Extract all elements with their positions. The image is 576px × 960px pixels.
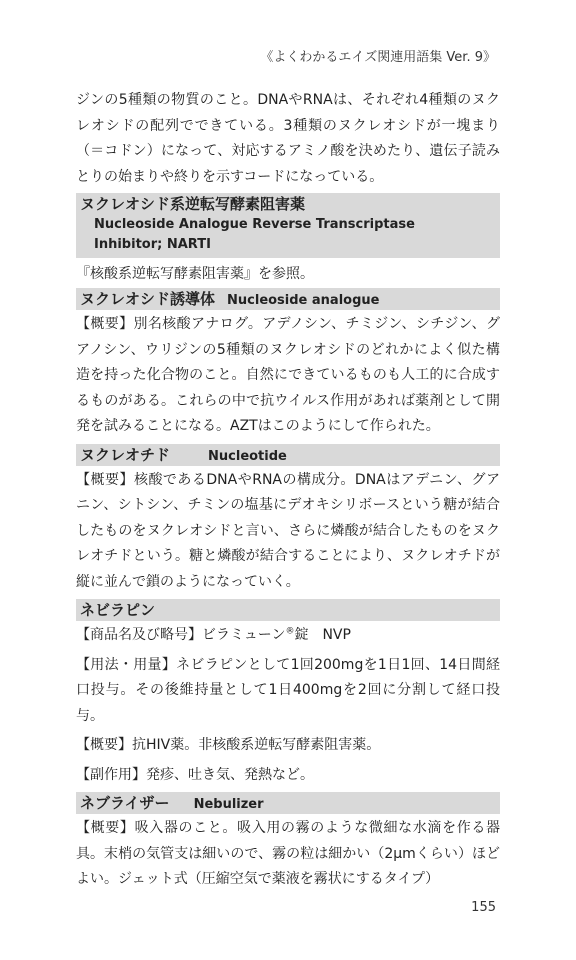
definition-paragraph: 【概要】核酸であるDNAやRNAの構成分。DNAはアデニン、グアニン、シトシン、チミンの塩基にデオキシリボースという糖が結合したものをヌクレオシドと言い、さらに燐酸が結合したものをヌクレオチドという。糖と燐酸が結合することにより、ヌクレオチドが縦に並んで鎖のようになっていく。: [76, 471, 500, 590]
term-heading-nebulizer: [76, 792, 500, 814]
term-ja: ヌクレオチド: [80, 445, 171, 464]
term-en: Nucleotide: [208, 448, 287, 464]
term-heading-narti: [76, 193, 500, 258]
brand-prefix: 【商品名及び略号】ビラミューン: [76, 627, 286, 643]
term-ja: ヌクレオシド系逆転写酵素阻害薬: [80, 195, 306, 213]
registered-mark: ®: [285, 626, 295, 637]
definition-paragraph: 【概要】別名核酸アナログ。アデノシン、チミジン、シチジン、グアノシン、ウリジンの5種類のヌクレオシドのどれかによく似た構造を持った化合物のこと。自然にできているものも人工的に合成するものがある。これらの中で抗ウイルス作用があれば薬剤として開発を試みることになる。AZTはこのようにして作られた。: [76, 316, 500, 434]
term-heading-nucleotide: [76, 444, 500, 466]
brand-line: [76, 623, 500, 649]
side-effects-line: 【副作用】発疹、吐き気、発熱など。: [76, 766, 314, 783]
cross-reference: 『核酸系逆転写酵素阻害薬』を参照。: [76, 266, 314, 282]
dosage-paragraph: 【用法・用量】ネビラピンとして1回200mgを1日1回、14日間経口投与。その後維持量として1日400mgを2回に分割して経口投与。: [76, 656, 500, 724]
running-header: 《よくわかるエイズ関連用語集 Ver. 9》: [260, 50, 496, 65]
term-en: Nebulizer: [193, 797, 264, 812]
term-ja: ヌクレオシド誘導体: [80, 290, 216, 308]
page-number: 155: [471, 900, 496, 915]
definition-paragraph: 【概要】吸入器のこと。吸入用の霧のような微細な水滴を作る器具。末梢の気管支は細いので、霧の粒は細かい（2μmくらい）ほどよい。ジェット式（圧縮空気で薬液を霧状にするタイプ）: [76, 820, 500, 887]
intro-paragraph: ジンの5種類の物質のこと。DNAやRNAは、それぞれ4種類のヌクレオシドの配列でできている。3種類のヌクレオシドが一塊まり（＝コドン）になって、対応するアミノ酸を決めたり、遺伝子読みとりの始まりや終りを示すコードになっている。: [76, 92, 500, 185]
term-ja: ネブライザー: [80, 794, 170, 812]
term-en-line2: Inhibitor; NARTI: [94, 237, 211, 252]
page-content: [76, 88, 500, 893]
summary-line: 【概要】抗HIV薬。非核酸系逆転写酵素阻害薬。: [76, 737, 381, 753]
term-en-line1: Nucleoside Analogue Reverse Transcriptase: [94, 217, 415, 232]
term-ja: ネビラピン: [80, 601, 156, 619]
term-heading-nevirapine: [76, 599, 500, 621]
brand-suffix: 錠 NVP: [294, 627, 351, 643]
term-en: Nucleoside analogue: [227, 293, 380, 308]
term-heading-nucleoside-analogue: [76, 288, 500, 310]
